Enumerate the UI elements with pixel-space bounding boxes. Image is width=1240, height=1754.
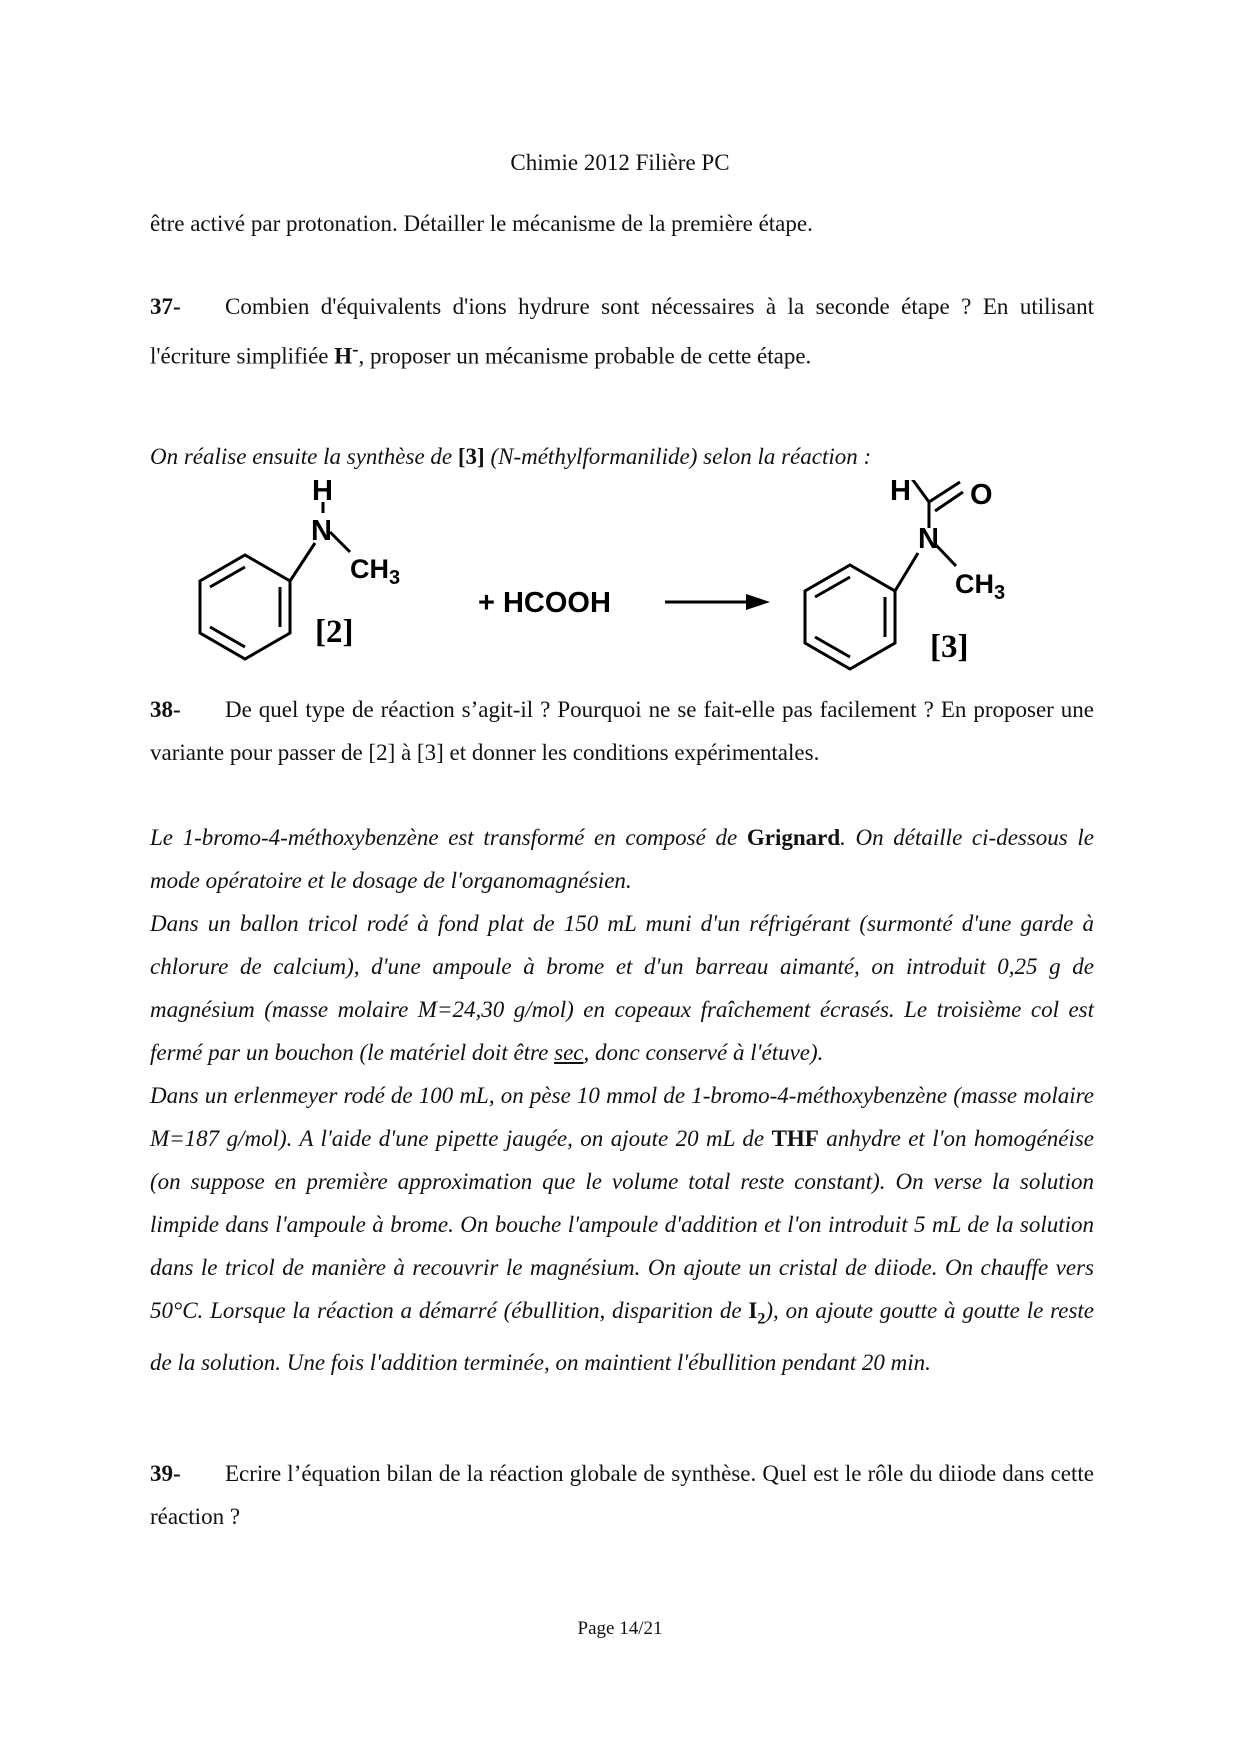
- question-38-number: 38-: [150, 697, 181, 722]
- page-header: Chimie 2012 Filière PC: [510, 150, 730, 175]
- question-37: [150, 285, 1094, 378]
- subscript-3: 3: [389, 567, 401, 589]
- ring-double-bond: [815, 577, 850, 597]
- reaction-arrow-head: [746, 594, 770, 610]
- bond-ring-n: [290, 543, 315, 581]
- compound-label-2: [2]: [315, 614, 354, 650]
- reagent-hcooh: + HCOOH: [478, 587, 611, 619]
- thf-term: THF: [771, 1126, 819, 1151]
- page-footer: Page 14/21: [577, 1618, 663, 1639]
- grignard-term: Grignard: [746, 825, 841, 850]
- dry-emphasis: sec: [554, 1040, 584, 1065]
- hydride-symbol: H: [334, 343, 353, 369]
- grignard-paragraph-1: [150, 816, 1094, 902]
- ring-double-bond: [815, 637, 850, 657]
- ch-text: CH: [350, 554, 389, 584]
- ring-double-bond: [210, 567, 245, 587]
- compound-3-ref: [3]: [457, 444, 485, 469]
- subscript-3: 3: [994, 582, 1006, 604]
- atom-n-right: N: [918, 523, 939, 555]
- iodine-subscript: 2: [757, 1310, 766, 1328]
- question-37-text-b: , proposer un mécanisme probable de cette étape.: [358, 343, 812, 369]
- atom-n-left: N: [311, 515, 332, 547]
- benzene-ring-left: [200, 555, 290, 659]
- iodine-symbol: I: [748, 1298, 758, 1323]
- atom-h-left: H: [312, 480, 333, 507]
- ch-text: CH: [955, 569, 994, 599]
- group-ch3-right: [955, 569, 1005, 604]
- iodine-formula: [748, 1298, 766, 1328]
- question-39: [150, 1452, 1094, 1538]
- benzene-ring-right: [805, 565, 895, 669]
- question-39-text: Ecrire l’équation bilan de la réaction globale de synthèse. Quel est le rôle du diiode dans cette réaction ?: [150, 1461, 1094, 1529]
- bond-ring-n: [895, 553, 918, 591]
- atom-h-formyl: H: [890, 475, 911, 507]
- question-37-text-a: Combien d'équivalents d'ions hydrure sont nécessaires à la seconde étape ? En utilisant l'écriture simplifiée: [150, 294, 1094, 369]
- procedure-text-e: ), on ajoute goutte à goutte le reste de la solution. Une fois l'addition terminée, on maintient l'ébullition pendant 20 min.: [150, 1298, 1094, 1375]
- hydride-charge: -: [352, 339, 359, 360]
- intro-paragraph: [150, 202, 1094, 245]
- synthesis-intro-pre: On réalise ensuite la synthèse de: [150, 444, 453, 469]
- group-ch3-left: [350, 554, 400, 589]
- procedure-text-a: Dans un ballon tricol rodé à fond plat de 150 mL muni d'un réfrigérant (surmonté d'une garde à chlorure de calcium), d'une ampoule à brome et d'un barreau aimanté, on introduit 0,25 g de magnésium (masse molaire M=24,30 g/mol) en copeaux fraîchement écrasés. Le troisième col est fermé par un bouchon (le matériel doit être: [150, 911, 1094, 1065]
- grignard-procedure: [150, 816, 1094, 1384]
- grignard-paragraph-2: [150, 902, 1094, 1074]
- grignard-paragraph-3: [150, 1074, 1094, 1384]
- atom-o-formyl: O: [970, 479, 993, 511]
- question-39-number: 39-: [150, 1461, 181, 1486]
- compound-label-3: [3]: [930, 629, 969, 665]
- question-38: [150, 688, 1094, 774]
- procedure-text-b: , donc conservé à l'étuve).: [583, 1040, 824, 1065]
- question-38-text: De quel type de réaction s’agit-il ? Pourquoi ne se fait-elle pas facilement ? En proposer une variante pour passer de [2] à [3] et donner les conditions expérimentales.: [150, 697, 1094, 765]
- procedure-text-d: anhydre et l'on homogénéise (on suppose en première approximation que le volume total reste constant). On verse la solution limpide dans l'ampoule à brome. On bouche l'ampoule d'addition et l'on introduit 5 mL de la solution dans le tricol de manière à recouvrir le magnésium. On ajoute un cristal de diiode. On chauffe vers 50°C. Lorsque la réaction a démarré (ébullition, disparition de: [150, 1126, 1095, 1323]
- grignard-text-b: . On détaille ci-dessous le mode opératoire et le dosage de l'organomagnésien.: [150, 825, 1095, 893]
- bond-n-ch3: [330, 532, 350, 552]
- ring-double-bond: [210, 627, 245, 647]
- procedure-text-c: Dans un erlenmeyer rodé de 100 mL, on pèse 10 mmol de 1-bromo-4-méthoxybenzène (masse molaire M=187 g/mol). A l'aide d'une pipette jaugée, on ajoute 20 mL de: [150, 1083, 1094, 1151]
- formyl-atoms: [880, 470, 1000, 515]
- grignard-text-a: Le 1-bromo-4-méthoxybenzène est transformé en composé de: [150, 825, 738, 850]
- question-37-number: 37-: [150, 294, 181, 319]
- intro-text: être activé par protonation. Détailler le mécanisme de la première étape.: [150, 211, 813, 236]
- synthesis-intro-post: (N-méthylformanilide) selon la réaction :: [490, 444, 872, 469]
